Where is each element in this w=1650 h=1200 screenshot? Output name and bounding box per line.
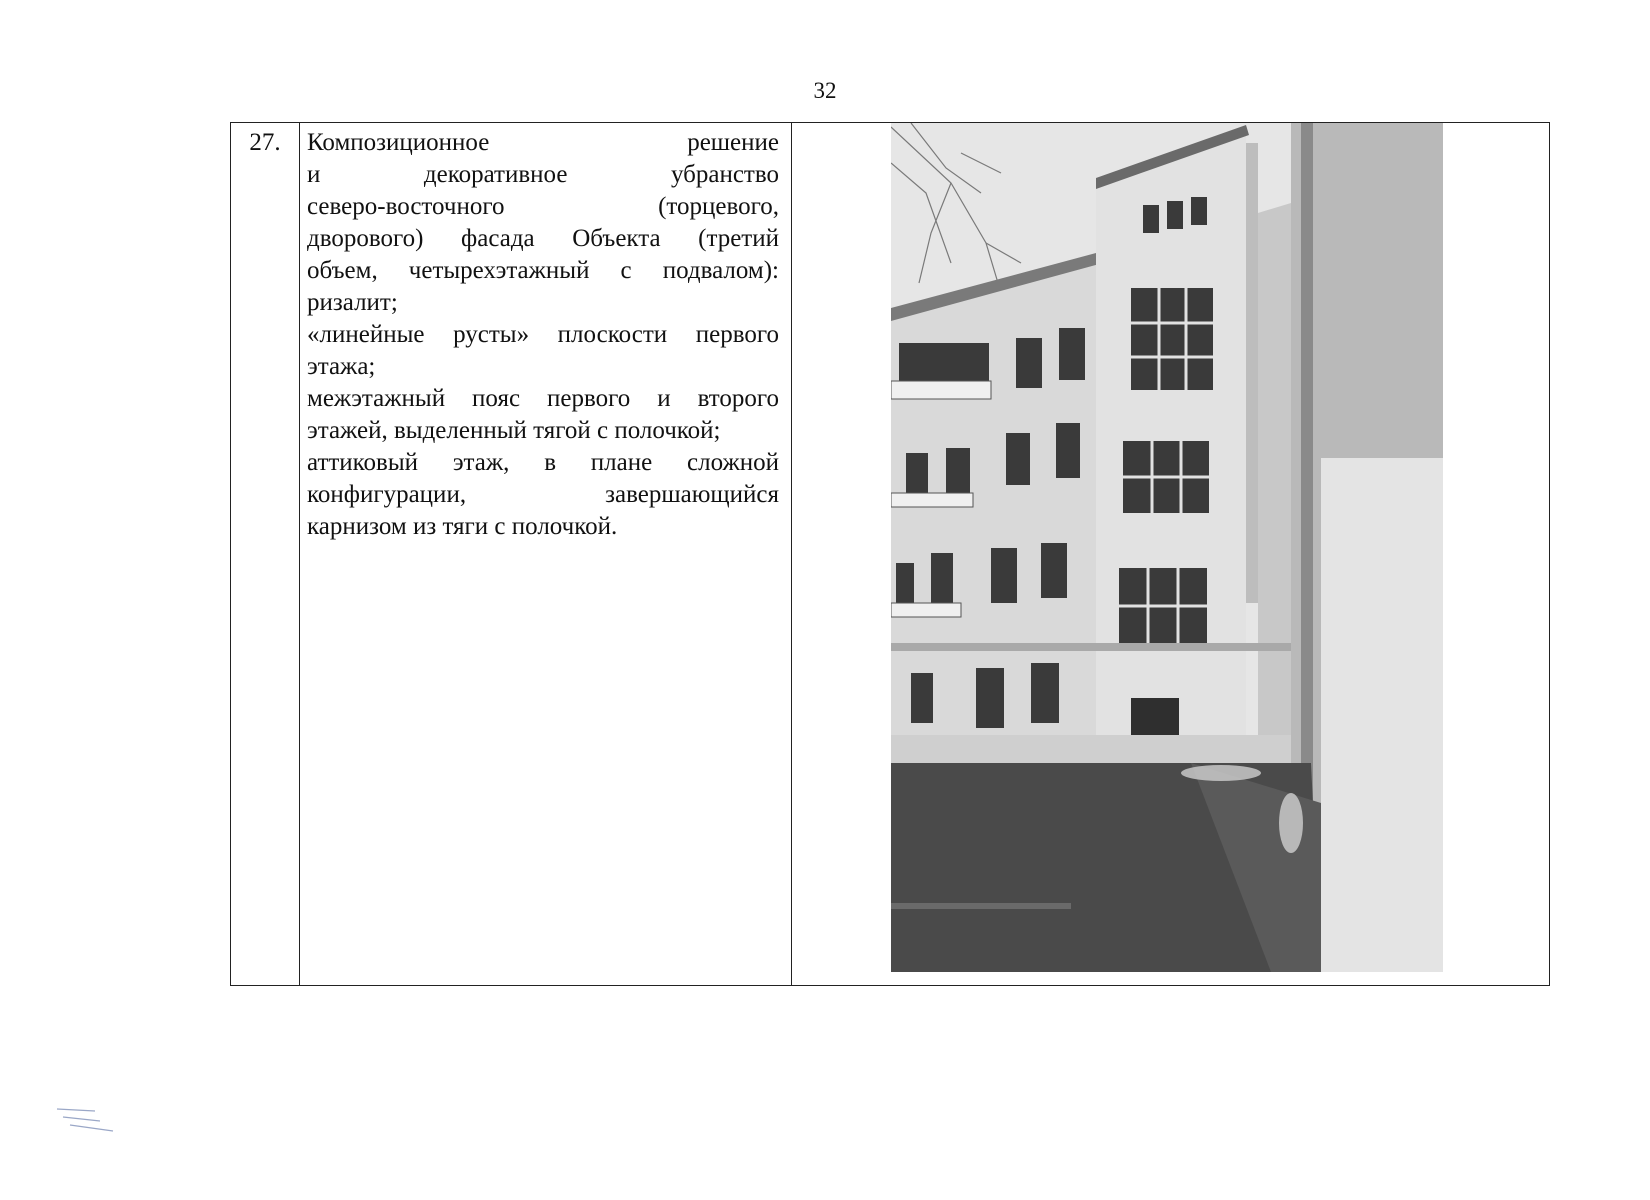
description-line: дворового) фасада Объекта (третий bbox=[307, 225, 779, 252]
description-line: Композиционное решение bbox=[307, 129, 779, 156]
description-line: карнизом из тяги с полочкой. bbox=[307, 513, 618, 540]
page-number: 32 bbox=[813, 78, 837, 103]
description-line: аттиковый этаж, в плане сложной bbox=[307, 449, 779, 476]
description-line: этажей, выделенный тягой с полочкой; bbox=[307, 417, 721, 444]
column-divider bbox=[299, 123, 300, 985]
description-line: межэтажный пояс первого и второго bbox=[307, 385, 779, 412]
description-line: конфигурации, завершающийся bbox=[307, 481, 779, 508]
description-line: и декоративное убранство bbox=[307, 161, 779, 188]
description-line: этажа; bbox=[307, 353, 376, 380]
building-facade-photo bbox=[891, 123, 1443, 972]
column-divider bbox=[791, 123, 792, 985]
row-number: 27. bbox=[249, 129, 281, 156]
description-line: объем, четырехэтажный с подвалом): bbox=[307, 257, 779, 284]
description-line: северо-восточного (торцевого, bbox=[307, 193, 779, 220]
scan-artifact-icon bbox=[55, 1105, 115, 1135]
monument-table bbox=[230, 122, 1550, 986]
description-line: ризалит; bbox=[307, 289, 398, 316]
description-line: «линейные русты» плоскости первого bbox=[307, 321, 779, 348]
row-description bbox=[307, 127, 779, 543]
